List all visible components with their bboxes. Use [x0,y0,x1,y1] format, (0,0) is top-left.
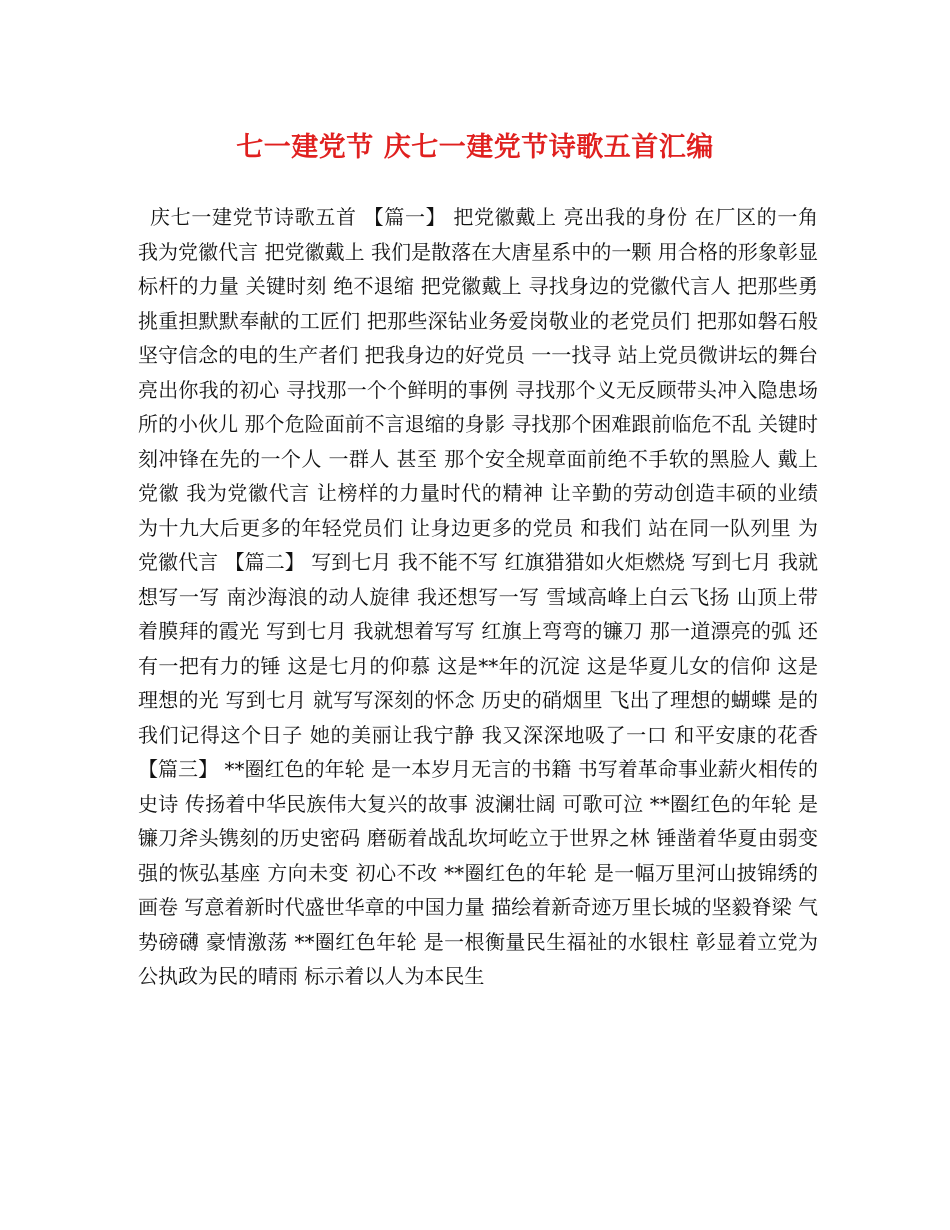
document-body: 庆七一建党节诗歌五首 【篇一】 把党徽戴上 亮出我的身份 在厂区的一角 我为党徽代言 把党徽戴上 我们是散落在大唐星系中的一颗 用合格的形象彰显标杆的力量 关键时刻 绝不退缩 把党徽戴上 寻找身边的党徽代言人 把那些勇挑重担默默奉献的工匠们 把那些深钻业务爱岗敬业的老党员们 把那如磐石般坚守信念的电的生产者们 把我身边的好党员 一一找寻 站上党员微讲坛的舞台 亮出你我的初心 寻找那一个个鲜明的事例 寻找那个义无反顾带头冲入隐患场所的小伙儿 那个危险面前不言退缩的身影 寻找那个困难跟前临危不乱 关键时刻冲锋在先的一个人 一群人 甚至 那个安全规章面前绝不手软的黑脸人 戴上党徽 我为党徽代言 让榜样的力量时代的精神 让辛勤的劳动创造丰硕的业绩 为十九大后更多的年轻党员们 让身边更多的党员 和我们 站在同一队列里 为党徽代言 【篇二】 写到七月 我不能不写 红旗猎猎如火炬燃烧 写到七月 我就想写一写 南沙海浪的动人旋律 我还想写一写 雪域高峰上白云飞扬 山顶上带着膜拜的霞光 写到七月 我就想着写写 红旗上弯弯的镰刀 那一道漂亮的弧 还有一把有力的锤 这是七月的仰慕 这是**年的沉淀 这是华夏儿女的信仰 这是理想的光 写到七月 就写写深刻的怀念 历史的硝烟里 飞出了理想的蝴蝶 是的 我们记得这个日子 她的美丽让我宁静 我又深深地吸了一口 和平安康的花香 【篇三】 **圈红色的年轮 是一本岁月无言的书籍 书写着革命事业薪火相传的史诗 传扬着中华民族伟大复兴的故事 波澜壮阔 可歌可泣 **圈红色的年轮 是镰刀斧头镌刻的历史密码 磨砺着战乱坎坷屹立于世界之林 锤凿着华夏由弱变强的恢弘基座 方向未变 初心不改 **圈红色的年轮 是一幅万里河山披锦绣的画卷 写意着新时代盛世华章的中国力量 描绘着新奇迹万里长城的坚毅脊梁 气势磅礴 豪情激荡 **圈红色年轮 是一根衡量民生福祉的水银柱 彰显着立党为公执政为民的晴雨 标示着以人为本民生 [138,205,825,988]
document-title: 七一建党节 庆七一建党节诗歌五首汇编 [236,132,714,163]
